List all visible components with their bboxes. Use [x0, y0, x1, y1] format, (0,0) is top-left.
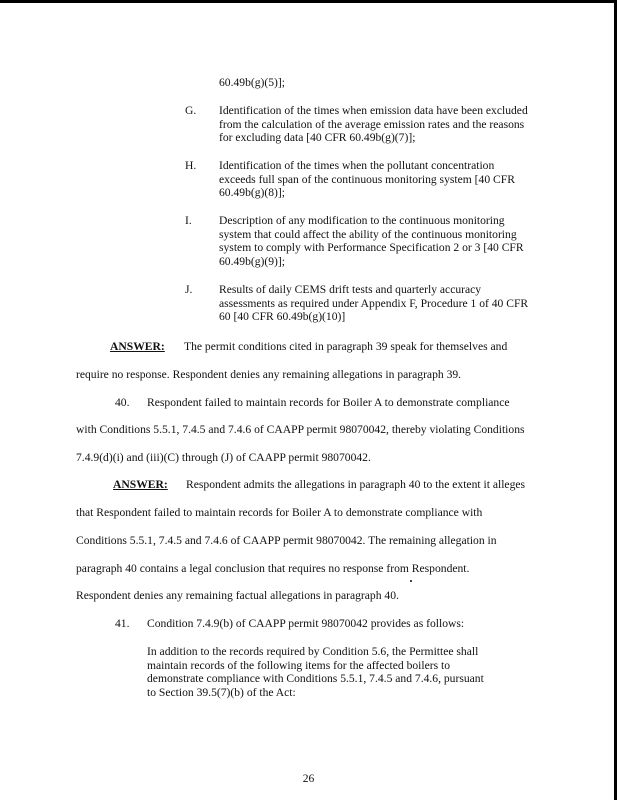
answer-label: ANSWER: — [110, 340, 165, 353]
scan-speck — [410, 580, 412, 582]
item-h-text: Identification of the times when the pollutant concentration exceeds full span of the continuous monitoring system [40 CFR 60.49b(g)(8)]; — [219, 159, 515, 200]
item-continuation: 60.49b(g)(5)]; — [219, 76, 286, 89]
answer1-line1: The permit conditions cited in paragraph 39 speak for themselves and — [184, 340, 508, 353]
item-letter-i: I. — [185, 214, 192, 227]
para41-line1: Condition 7.4.9(b) of CAAPP permit 98070042 provides as follows: — [147, 617, 465, 630]
answer-label: ANSWER: — [113, 478, 168, 491]
page-number: 26 — [302, 772, 315, 785]
answer2-line3: Conditions 5.5.1, 7.4.5 and 7.4.6 of CAAPP permit 98070042. The remaining allegation in — [76, 534, 497, 547]
answer2-line1: Respondent admits the allegations in paragraph 40 to the extent it alleges — [186, 478, 526, 491]
item-i-text: Description of any modification to the continuous monitoring system that could affect the ability of the continuous monitoring system to comply with Performance Specification 2 or 3 [40 CFR 60.49b(g)(9)]; — [219, 214, 524, 268]
answer1-line2: require no response. Respondent denies any remaining allegations in paragraph 39. — [76, 368, 462, 381]
item-letter-j: J. — [185, 283, 193, 296]
para40-line3: 7.4.9(d)(i) and (iii)(C) through (J) of CAAPP permit 98070042. — [76, 451, 371, 464]
scan-border-top — [0, 0, 617, 3]
item-letter-g: G. — [185, 104, 197, 117]
para40-line1: Respondent failed to maintain records for Boiler A to demonstrate compliance — [147, 396, 510, 409]
answer2-line5: Respondent denies any remaining factual allegations in paragraph 40. — [76, 589, 399, 602]
answer2-line2: that Respondent failed to maintain records for Boiler A to demonstrate compliance with — [76, 506, 483, 519]
answer2-line4: paragraph 40 contains a legal conclusion that requires no response from Respondent. — [76, 562, 470, 575]
para41-block-quote: In addition to the records required by Condition 5.6, the Permittee shall maintain records of the following items for the affected boilers to demonstrate compliance with Conditions 5.5.1, 7.4.5 and 7.4.6, pursuant to Section 39.5(7)(b) of the Act: — [147, 645, 484, 699]
paragraph-number-41: 41. — [115, 617, 130, 630]
item-j-text: Results of daily CEMS drift tests and quarterly accuracy assessments as required under Appendix F, Procedure 1 of 40 CFR 60 [40 CFR 60.49b(g)(10)] — [219, 283, 529, 324]
para40-line2: with Conditions 5.5.1, 7.4.5 and 7.4.6 of CAAPP permit 98070042, thereby violating Conditions — [76, 423, 525, 436]
item-letter-h: H. — [185, 159, 197, 172]
item-g-text: Identification of the times when emission data have been excluded from the calculation of the average emission rates and the reasons for excluding data [40 CFR 60.49b(g)(7)]; — [219, 104, 528, 145]
paragraph-number-40: 40. — [115, 396, 130, 409]
